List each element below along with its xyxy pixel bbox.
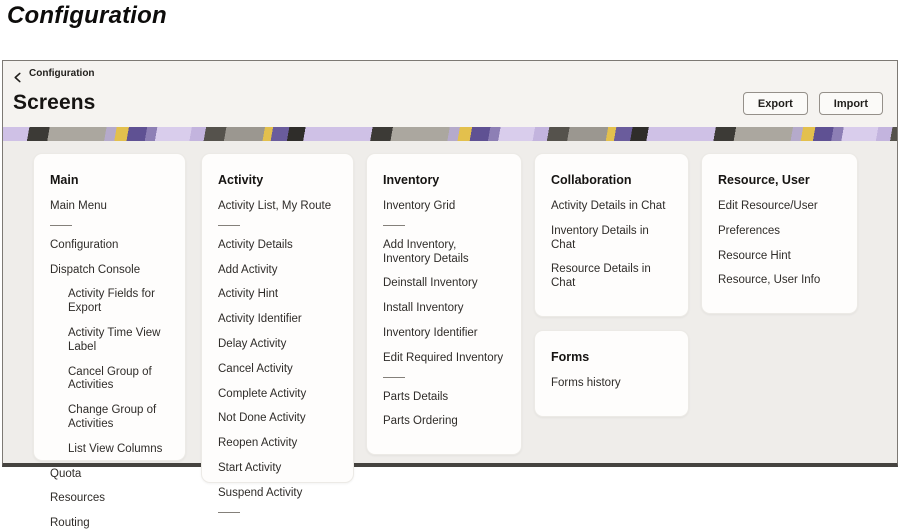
card-column [366,153,522,468]
configuration-panel [2,60,898,530]
export-button[interactable]: Export [743,92,808,115]
card-column [201,153,354,499]
card-collaboration [534,153,689,317]
screen-context-item[interactable]: List View Columns [68,442,163,455]
screen-context-item[interactable]: Activity Time View Label [68,326,161,353]
import-button[interactable]: Import [819,92,883,115]
screen-context-item[interactable]: Edit Required Inventory [383,351,504,364]
screen-context-item[interactable]: Routing [50,517,90,530]
screen-context-item[interactable]: Add Inventory, Inventory Details [383,238,469,265]
screen-context-item[interactable]: Add Activity [218,263,278,276]
screen-context-item[interactable]: Configuration [50,238,119,251]
card-main [33,153,186,530]
decorative-banner [3,127,897,141]
screen-context-item[interactable]: Cancel Group of Activities [68,365,152,392]
card-activity [201,153,354,499]
card-column [33,153,186,530]
screen-context-item[interactable]: Resource Hint [718,249,791,262]
screen-context-item[interactable]: Cancel Activity [218,362,293,375]
item-group-divider [383,225,405,226]
panel-header [3,61,897,127]
screen-context-item[interactable]: Resources [50,492,105,505]
screen-context-item[interactable]: Quota [50,467,82,480]
screen-context-item[interactable]: Activity Hint [218,288,279,301]
screens-heading: Screens [13,91,96,114]
screen-context-item[interactable]: Inventory Details in Chat [551,224,649,251]
breadcrumb-label[interactable]: Configuration [29,68,95,79]
page-title: Configuration [7,2,167,29]
item-group-divider [218,225,240,226]
screen-context-item[interactable]: Deinstall Inventory [383,277,478,290]
screen-context-item[interactable]: Activity Fields for Export [68,288,155,315]
screen-context-item[interactable]: Reopen Activity [218,437,298,450]
card-column [701,153,858,327]
screen-context-item[interactable]: Activity List, My Route [218,200,332,212]
header-buttons [743,92,883,115]
card-title: Activity [218,173,264,187]
screen-context-item[interactable]: Edit Resource/User [718,200,818,212]
item-group-divider [383,377,405,378]
screen-context-item[interactable]: Activity Identifier [218,313,302,326]
card-column [534,153,689,430]
screen-context-item[interactable]: Forms history [551,376,621,389]
screen-context-item[interactable]: Resource Details in Chat [551,263,651,290]
screen-context-item[interactable]: Not Done Activity [218,412,306,425]
screen-context-item[interactable]: Activity Details in Chat [551,200,666,212]
screen-context-item[interactable]: Dispatch Console [50,263,141,276]
item-group-divider [218,512,240,513]
card-title: Collaboration [551,173,632,187]
screen-context-item[interactable]: Delay Activity [218,337,287,350]
back-chevron-icon [13,69,22,78]
screen-context-item[interactable]: Resource, User Info [718,274,821,287]
screen-context-item[interactable]: Install Inventory [383,302,464,315]
card-forms [534,330,689,417]
screen-context-item[interactable]: Parts Details [383,390,449,403]
screen-context-item[interactable]: Inventory Grid [383,200,456,212]
screen-context-item[interactable]: Suspend Activity [218,486,303,499]
card-title: Inventory [383,173,440,187]
item-group-divider [50,225,72,226]
screen-context-item[interactable]: Activity Details [218,238,293,251]
card-title: Resource, User [718,173,810,187]
screen-context-item[interactable]: Main Menu [50,200,107,212]
screen-context-item[interactable]: Preferences [718,224,781,237]
card-resource-user [701,153,858,314]
screen-context-item[interactable]: Parts Ordering [383,415,458,428]
card-title: Main [50,173,79,187]
card-title: Forms [551,349,590,364]
screen-context-item[interactable]: Complete Activity [218,387,307,400]
screen-context-item[interactable]: Inventory Identifier [383,326,478,339]
screen-context-item[interactable]: Change Group of Activities [68,404,157,430]
breadcrumb[interactable] [13,68,95,79]
screen-context-item[interactable]: Start Activity [218,461,282,474]
screens-card-grid [3,141,897,530]
card-inventory [366,153,522,455]
